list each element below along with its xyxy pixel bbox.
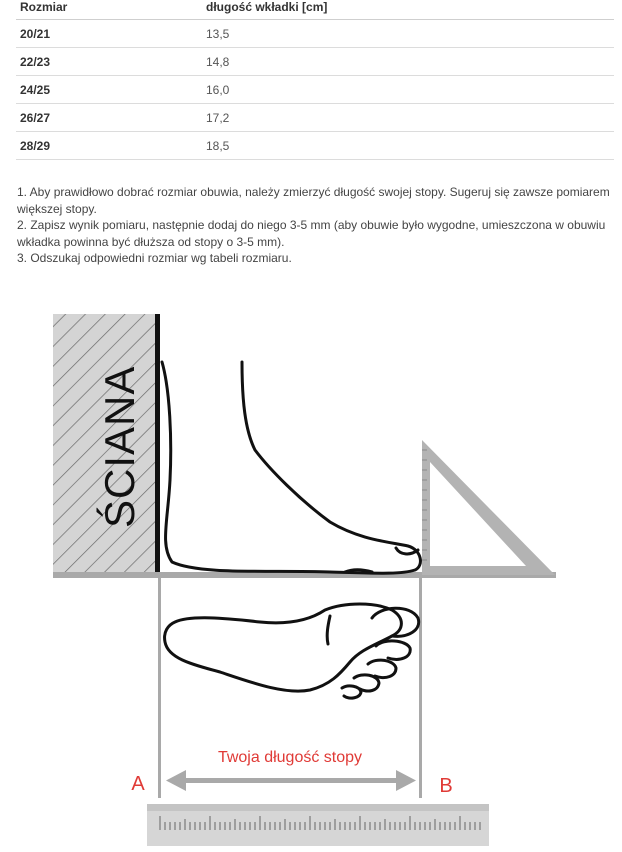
table-row	[16, 20, 614, 48]
point-a-label: A	[131, 773, 145, 795]
guide-line-a	[158, 578, 161, 798]
column-header-insole-length: długość wkładki [cm]	[206, 0, 614, 20]
size-cell: 24/25	[16, 76, 206, 104]
table-header-row	[16, 0, 614, 20]
table-row	[16, 132, 614, 160]
size-table	[16, 0, 614, 160]
foot-side-view	[162, 362, 420, 573]
length-cell: 13,5	[206, 20, 614, 48]
size-cell: 28/29	[16, 132, 206, 160]
length-cell: 14,8	[206, 48, 614, 76]
size-cell: 20/21	[16, 20, 206, 48]
point-b-label: B	[439, 775, 453, 797]
wall-label: ŚCIANA	[96, 365, 143, 528]
instruction-step-2: 2. Zapisz wynik pomiaru, następnie dodaj do niego 3-5 mm (aby obuwie było wygodne, umieszczona w obuwiu wkładka powinna być dłuższa od stopy o 3-5 mm).	[17, 218, 606, 249]
instruction-step-3: 3. Odszukaj odpowiedni rozmiar wg tabeli rozmiaru.	[17, 251, 292, 265]
table-row	[16, 48, 614, 76]
column-header-size: Rozmiar	[16, 0, 206, 20]
foot-measurement-diagram	[0, 300, 622, 852]
table-row	[16, 104, 614, 132]
size-cell: 26/27	[16, 104, 206, 132]
measurement-arrow	[166, 770, 416, 791]
instruction-step-1: 1. Aby prawidłowo dobrać rozmiar obuwia, należy zmierzyć długość swojej stopy. Sugeruj się zawsze pomiarem większej stopy.	[17, 185, 610, 216]
guide-line-b	[419, 578, 422, 798]
length-cell: 18,5	[206, 132, 614, 160]
foot-sole-view	[165, 604, 419, 698]
size-cell: 22/23	[16, 48, 206, 76]
table-row	[16, 76, 614, 104]
wall-edge-line	[155, 314, 160, 574]
instructions	[17, 184, 617, 267]
length-cell: 16,0	[206, 76, 614, 104]
foot-length-label: Twoja długość stopy	[217, 749, 363, 766]
set-square	[422, 440, 555, 575]
length-cell: 17,2	[206, 104, 614, 132]
